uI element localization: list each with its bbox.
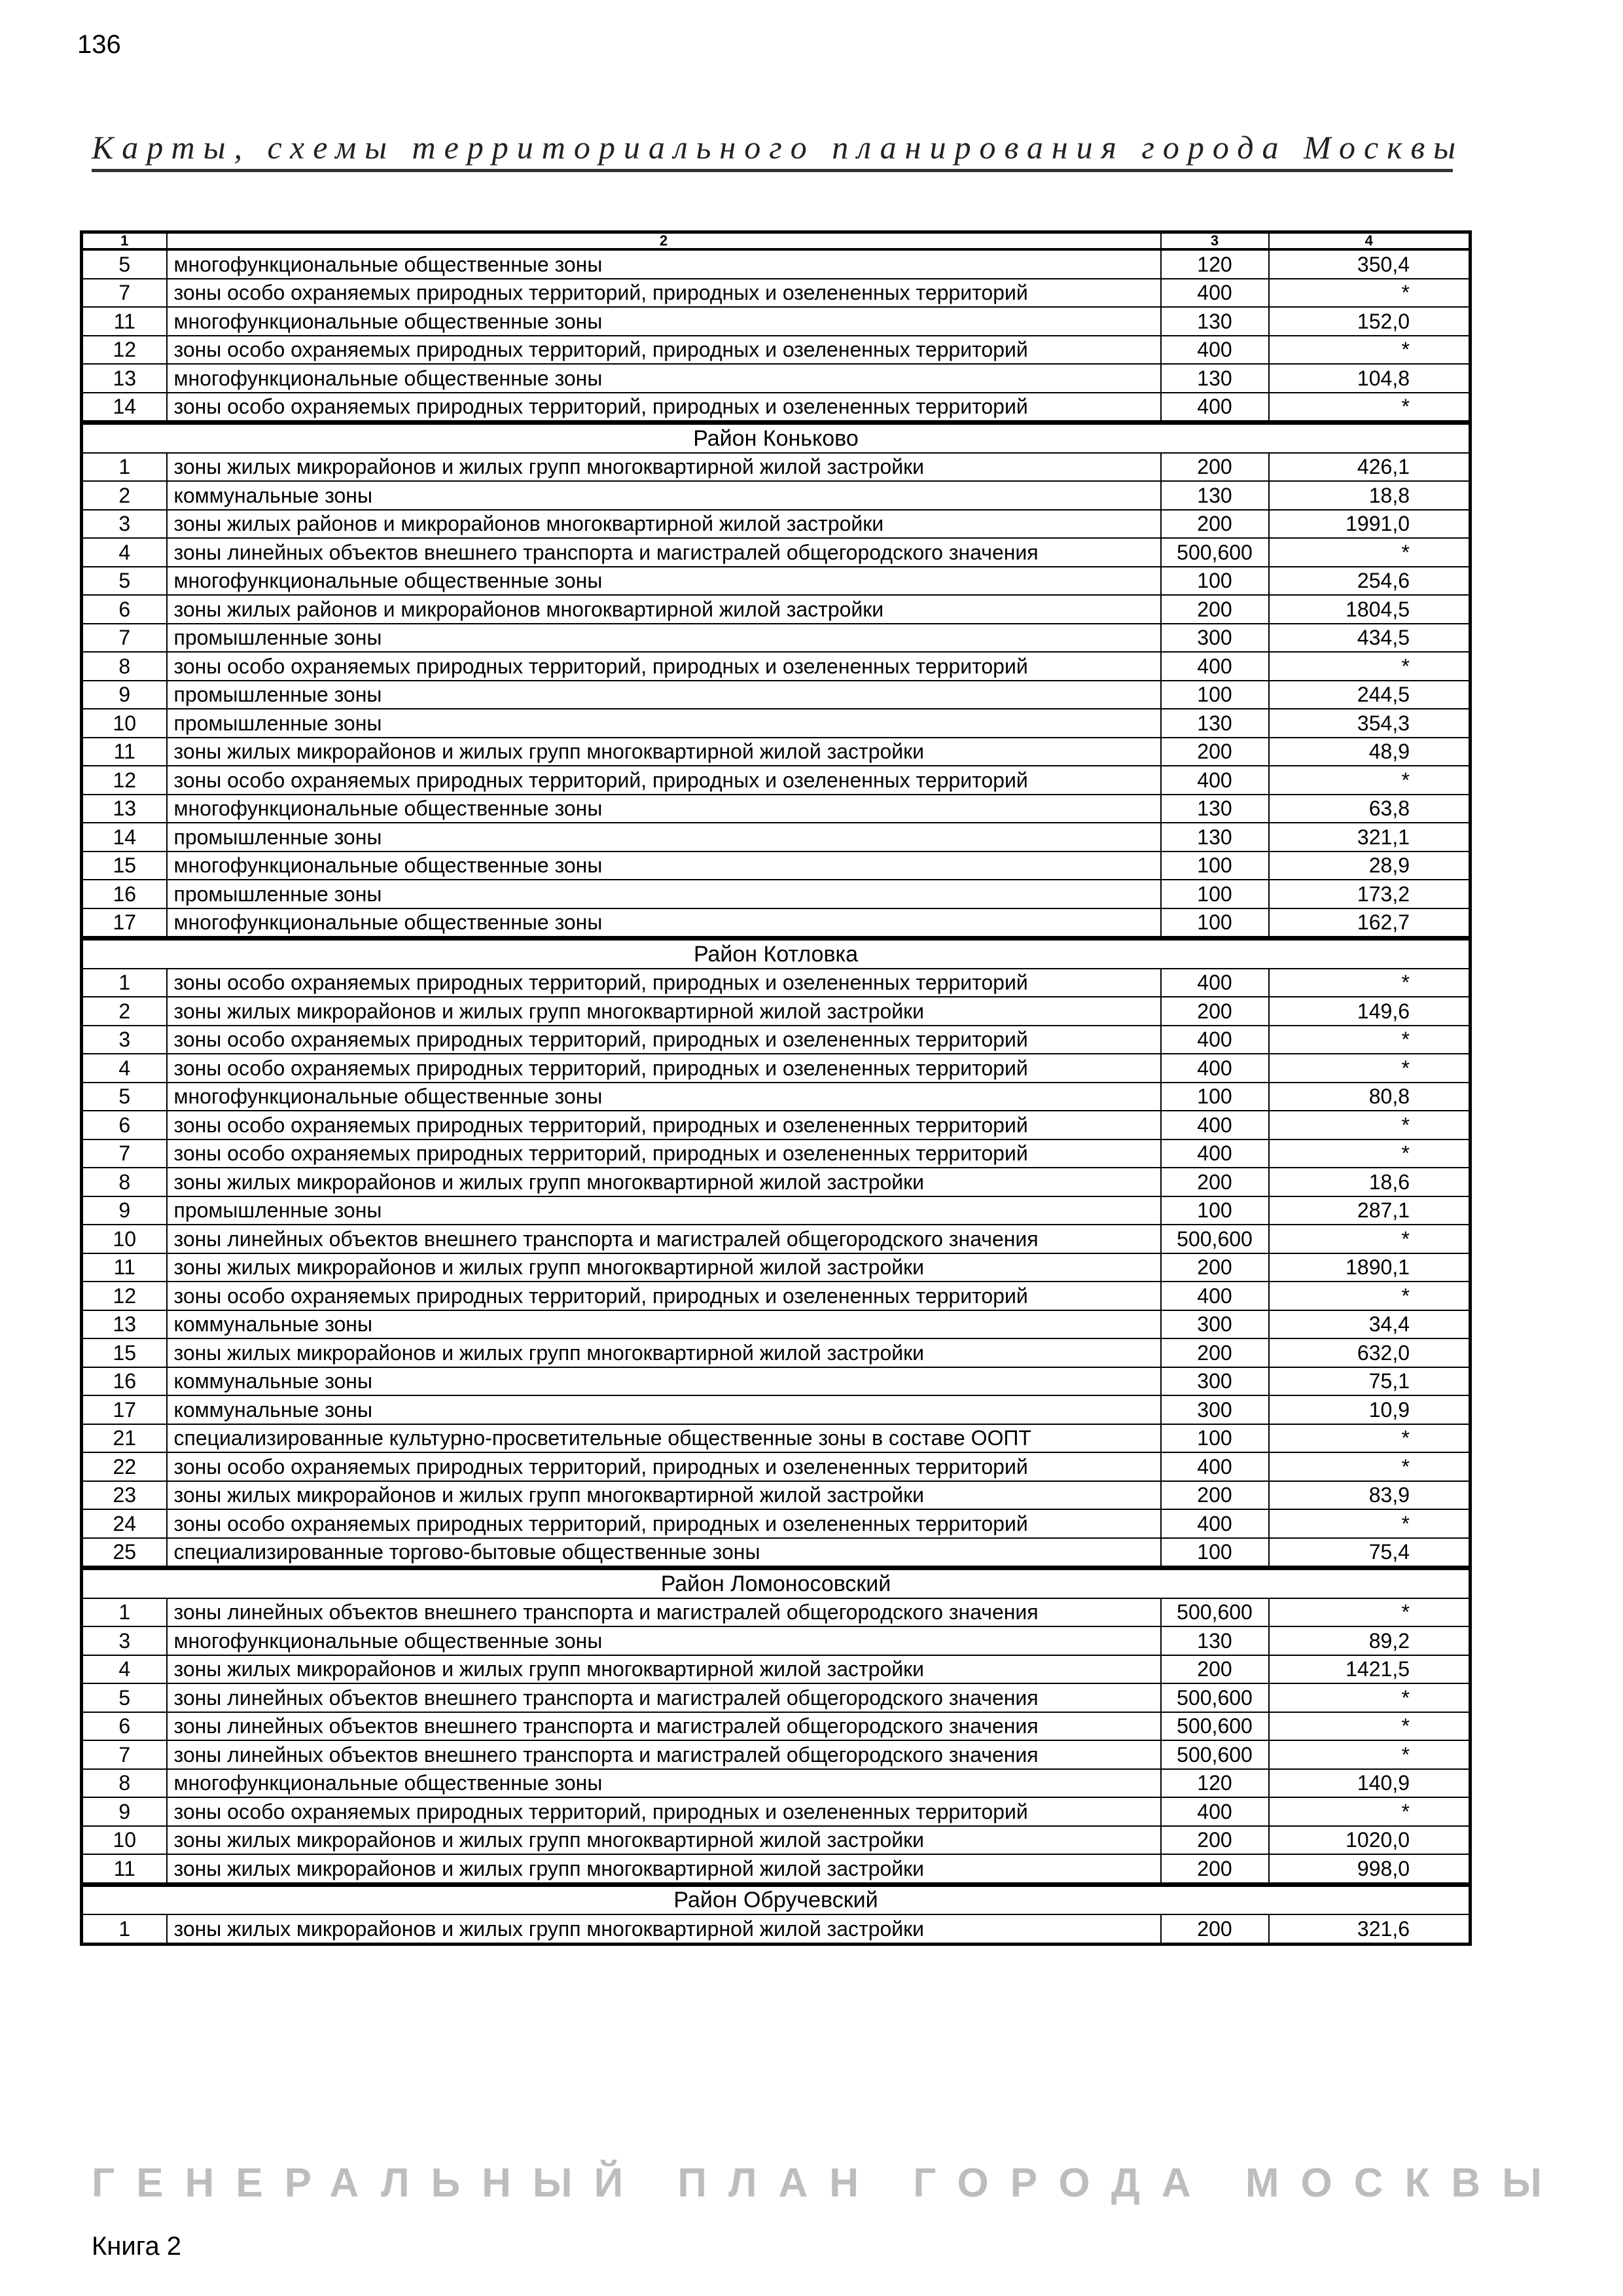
zone-type-cell: зоны особо охраняемых природных территорий, природных и озелененных территорий [167, 1054, 1161, 1083]
table-row [82, 1626, 1471, 1655]
zone-type-cell: зоны линейных объектов внешнего транспорта и магистралей общегородского значения [167, 1225, 1161, 1253]
zone-code-cell: 130 [1161, 364, 1269, 393]
zone-area-cell: * [1269, 1111, 1471, 1139]
zone-code-cell: 100 [1161, 567, 1269, 596]
zone-type-cell: зоны линейных объектов внешнего транспорта и магистралей общегородского значения [167, 1740, 1161, 1769]
zone-code-cell: 500,600 [1161, 1712, 1269, 1741]
zone-code-cell: 100 [1161, 908, 1269, 939]
zone-type-cell: многофункциональные общественные зоны [167, 1626, 1161, 1655]
zone-number-cell: 13 [82, 1310, 167, 1339]
book-label: Книга 2 [92, 2232, 182, 2261]
zone-area-cell: 152,0 [1269, 307, 1471, 336]
zone-number-cell: 14 [82, 823, 167, 852]
zone-type-cell: зоны жилых микрорайонов и жилых групп многоквартирной жилой застройки [167, 1854, 1161, 1884]
zone-type-cell: зоны особо охраняемых природных территорий, природных и озелененных территорий [167, 279, 1161, 308]
zone-number-cell: 8 [82, 1769, 167, 1798]
zone-number-cell: 8 [82, 652, 167, 681]
table-row [82, 1712, 1471, 1741]
zone-code-cell: 200 [1161, 997, 1269, 1026]
zone-type-cell: зоны жилых микрорайонов и жилых групп многоквартирной жилой застройки [167, 453, 1161, 482]
zone-area-cell: 173,2 [1269, 880, 1471, 908]
zone-code-cell: 130 [1161, 823, 1269, 852]
zone-code-cell: 200 [1161, 1253, 1269, 1282]
table-row [82, 681, 1471, 709]
table-row [82, 766, 1471, 795]
table-row [82, 1538, 1471, 1568]
table-row [82, 1253, 1471, 1282]
zone-number-cell: 1 [82, 1598, 167, 1627]
zone-type-cell: коммунальные зоны [167, 1367, 1161, 1396]
zone-code-cell: 200 [1161, 1854, 1269, 1884]
district-heading: Район Ломоносовский [82, 1568, 1471, 1598]
zone-type-cell: коммунальные зоны [167, 1395, 1161, 1424]
zone-area-cell: * [1269, 279, 1471, 308]
zone-type-cell: зоны особо охраняемых природных территорий, природных и озелененных территорий [167, 336, 1161, 365]
table-row [82, 652, 1471, 681]
column-header: 3 [1161, 232, 1269, 250]
zone-area-cell: * [1269, 1740, 1471, 1769]
zone-number-cell: 13 [82, 795, 167, 823]
zone-area-cell: 998,0 [1269, 1854, 1471, 1884]
zone-number-cell: 11 [82, 307, 167, 336]
zone-type-cell: многофункциональные общественные зоны [167, 795, 1161, 823]
zone-area-cell: 18,6 [1269, 1168, 1471, 1196]
zone-code-cell: 300 [1161, 1395, 1269, 1424]
zone-area-cell: 434,5 [1269, 624, 1471, 653]
zone-type-cell: зоны особо охраняемых природных территорий, природных и озелененных территорий [167, 1452, 1161, 1481]
zone-area-cell: 1020,0 [1269, 1826, 1471, 1855]
zone-type-cell: промышленные зоны [167, 1196, 1161, 1225]
table-row [82, 1367, 1471, 1396]
table-row [82, 1083, 1471, 1111]
zone-area-cell: * [1269, 1509, 1471, 1538]
zone-code-cell: 400 [1161, 1026, 1269, 1054]
zone-area-cell: 632,0 [1269, 1338, 1471, 1367]
zone-type-cell: многофункциональные общественные зоны [167, 852, 1161, 880]
zone-type-cell: промышленные зоны [167, 709, 1161, 738]
zone-number-cell: 16 [82, 880, 167, 908]
zone-code-cell: 500,600 [1161, 538, 1269, 567]
zone-code-cell: 130 [1161, 481, 1269, 510]
zone-number-cell: 6 [82, 595, 167, 624]
zone-code-cell: 120 [1161, 1769, 1269, 1798]
zone-area-cell: 426,1 [1269, 453, 1471, 482]
zone-type-cell: промышленные зоны [167, 823, 1161, 852]
zone-area-cell: 75,1 [1269, 1367, 1471, 1396]
page-number: 136 [77, 30, 121, 59]
zone-area-cell: 75,4 [1269, 1538, 1471, 1568]
table-row [82, 908, 1471, 939]
zone-area-cell: 1421,5 [1269, 1655, 1471, 1684]
zone-number-cell: 6 [82, 1111, 167, 1139]
table-row [82, 880, 1471, 908]
zone-type-cell: зоны особо охраняемых природных территорий, природных и озелененных территорий [167, 393, 1161, 423]
column-header: 2 [167, 232, 1161, 250]
zone-area-cell: 1991,0 [1269, 510, 1471, 539]
zone-number-cell: 6 [82, 1712, 167, 1741]
zone-code-cell: 100 [1161, 1083, 1269, 1111]
zone-number-cell: 9 [82, 1797, 167, 1826]
zone-area-cell: 34,4 [1269, 1310, 1471, 1339]
table-row [82, 307, 1471, 336]
zone-area-cell: * [1269, 766, 1471, 795]
table-row [82, 969, 1471, 997]
table-row [82, 709, 1471, 738]
zone-area-cell: 254,6 [1269, 567, 1471, 596]
zone-number-cell: 5 [82, 1083, 167, 1111]
table-row [82, 738, 1471, 766]
table-row [82, 1026, 1471, 1054]
zone-number-cell: 1 [82, 453, 167, 482]
zone-type-cell: многофункциональные общественные зоны [167, 249, 1161, 279]
table-row [82, 1769, 1471, 1798]
zone-type-cell: многофункциональные общественные зоны [167, 567, 1161, 596]
zone-code-cell: 200 [1161, 453, 1269, 482]
zones-table [80, 230, 1472, 1946]
zone-code-cell: 200 [1161, 1481, 1269, 1510]
zone-area-cell: 162,7 [1269, 908, 1471, 939]
zone-type-cell: зоны особо охраняемых природных территорий, природных и озелененных территорий [167, 1026, 1161, 1054]
zone-area-cell: 287,1 [1269, 1196, 1471, 1225]
table-row [82, 997, 1471, 1026]
zone-area-cell: 89,2 [1269, 1626, 1471, 1655]
zone-area-cell: * [1269, 1139, 1471, 1168]
zone-code-cell: 200 [1161, 510, 1269, 539]
table-row [82, 1914, 1471, 1944]
district-heading: Район Коньково [82, 423, 1471, 453]
district-heading: Район Котловка [82, 939, 1471, 969]
table-header-row [82, 232, 1471, 250]
zone-code-cell: 200 [1161, 738, 1269, 766]
zone-area-cell: 83,9 [1269, 1481, 1471, 1510]
zone-number-cell: 8 [82, 1168, 167, 1196]
zone-number-cell: 7 [82, 624, 167, 653]
zone-code-cell: 400 [1161, 279, 1269, 308]
zone-area-cell: * [1269, 1598, 1471, 1627]
zone-number-cell: 4 [82, 1054, 167, 1083]
table-row [82, 823, 1471, 852]
zone-type-cell: зоны жилых микрорайонов и жилых групп многоквартирной жилой застройки [167, 1655, 1161, 1684]
table-row [82, 1481, 1471, 1510]
zone-number-cell: 24 [82, 1509, 167, 1538]
zone-type-cell: зоны линейных объектов внешнего транспорта и магистралей общегородского значения [167, 1598, 1161, 1627]
zone-code-cell: 100 [1161, 1196, 1269, 1225]
table-row [82, 1282, 1471, 1310]
footer-title: ГЕНЕРАЛЬНЫЙ ПЛАН ГОРОДА МОСКВЫ [92, 2161, 1563, 2206]
zone-type-cell: зоны особо охраняемых природных территорий, природных и озелененных территорий [167, 969, 1161, 997]
zone-area-cell: 354,3 [1269, 709, 1471, 738]
zone-type-cell: специализированные культурно-просветительные общественные зоны в составе ООПТ [167, 1424, 1161, 1453]
zone-area-cell: 63,8 [1269, 795, 1471, 823]
table-row [82, 1797, 1471, 1826]
table-row [82, 1509, 1471, 1538]
zone-type-cell: зоны особо охраняемых природных территорий, природных и озелененных территорий [167, 1111, 1161, 1139]
zone-type-cell: зоны особо охраняемых природных территорий, природных и озелененных территорий [167, 1282, 1161, 1310]
column-header: 1 [82, 232, 167, 250]
zone-number-cell: 3 [82, 510, 167, 539]
zone-code-cell: 130 [1161, 709, 1269, 738]
zone-code-cell: 400 [1161, 393, 1269, 423]
table-row [82, 1168, 1471, 1196]
zone-area-cell: * [1269, 1225, 1471, 1253]
zone-number-cell: 3 [82, 1026, 167, 1054]
zone-type-cell: зоны жилых микрорайонов и жилых групп многоквартирной жилой застройки [167, 997, 1161, 1026]
zone-code-cell: 130 [1161, 795, 1269, 823]
zone-code-cell: 400 [1161, 969, 1269, 997]
zone-code-cell: 500,600 [1161, 1598, 1269, 1627]
zone-code-cell: 120 [1161, 249, 1269, 279]
zone-type-cell: зоны жилых микрорайонов и жилых групп многоквартирной жилой застройки [167, 1914, 1161, 1944]
zone-number-cell: 11 [82, 1253, 167, 1282]
table-row [82, 1424, 1471, 1453]
zone-area-cell: 18,8 [1269, 481, 1471, 510]
zone-type-cell: зоны жилых микрорайонов и жилых групп многоквартирной жилой застройки [167, 1338, 1161, 1367]
zone-area-cell: 350,4 [1269, 249, 1471, 279]
zone-area-cell: * [1269, 336, 1471, 365]
zone-code-cell: 500,600 [1161, 1740, 1269, 1769]
zone-number-cell: 17 [82, 908, 167, 939]
zone-area-cell: 1890,1 [1269, 1253, 1471, 1282]
table-row [82, 1452, 1471, 1481]
district-heading: Район Обручевский [82, 1884, 1471, 1914]
zone-code-cell: 400 [1161, 1139, 1269, 1168]
table-row [82, 279, 1471, 308]
zone-type-cell: зоны особо охраняемых природных территорий, природных и озелененных территорий [167, 1797, 1161, 1826]
table-row [82, 1310, 1471, 1339]
zone-area-cell: 1804,5 [1269, 595, 1471, 624]
zone-code-cell: 400 [1161, 1452, 1269, 1481]
zone-number-cell: 10 [82, 1826, 167, 1855]
zone-code-cell: 400 [1161, 1509, 1269, 1538]
zone-number-cell: 5 [82, 249, 167, 279]
zone-area-cell: * [1269, 1424, 1471, 1453]
zone-type-cell: зоны линейных объектов внешнего транспорта и магистралей общегородского значения [167, 1712, 1161, 1741]
zone-code-cell: 300 [1161, 1310, 1269, 1339]
zone-code-cell: 400 [1161, 336, 1269, 365]
zone-code-cell: 100 [1161, 880, 1269, 908]
zone-type-cell: зоны жилых микрорайонов и жилых групп многоквартирной жилой застройки [167, 1168, 1161, 1196]
zone-code-cell: 200 [1161, 595, 1269, 624]
zone-area-cell: 28,9 [1269, 852, 1471, 880]
zone-number-cell: 2 [82, 997, 167, 1026]
zone-type-cell: зоны жилых районов и микрорайонов многоквартирной жилой застройки [167, 510, 1161, 539]
table-row [82, 1598, 1471, 1627]
zone-code-cell: 130 [1161, 1626, 1269, 1655]
zone-area-cell: 10,9 [1269, 1395, 1471, 1424]
table-row [82, 510, 1471, 539]
zone-number-cell: 10 [82, 1225, 167, 1253]
zone-type-cell: коммунальные зоны [167, 1310, 1161, 1339]
zone-code-cell: 200 [1161, 1338, 1269, 1367]
table-row [82, 538, 1471, 567]
zone-code-cell: 400 [1161, 652, 1269, 681]
district-heading-row [82, 1884, 1471, 1914]
zone-type-cell: многофункциональные общественные зоны [167, 364, 1161, 393]
zones-table-body [82, 232, 1471, 1945]
zone-code-cell: 300 [1161, 624, 1269, 653]
zone-number-cell: 11 [82, 1854, 167, 1884]
zone-type-cell: зоны особо охраняемых природных территорий, природных и озелененных территорий [167, 1139, 1161, 1168]
table-row [82, 336, 1471, 365]
zone-area-cell: * [1269, 1712, 1471, 1741]
table-row [82, 1196, 1471, 1225]
zone-code-cell: 500,600 [1161, 1683, 1269, 1712]
table-row [82, 393, 1471, 423]
zone-area-cell: 244,5 [1269, 681, 1471, 709]
zone-area-cell: 140,9 [1269, 1769, 1471, 1798]
zone-type-cell: зоны жилых микрорайонов и жилых групп многоквартирной жилой застройки [167, 1481, 1161, 1510]
zone-code-cell: 130 [1161, 307, 1269, 336]
zone-type-cell: зоны жилых микрорайонов и жилых групп многоквартирной жилой застройки [167, 1826, 1161, 1855]
zone-code-cell: 500,600 [1161, 1225, 1269, 1253]
table-row [82, 1826, 1471, 1855]
zone-type-cell: коммунальные зоны [167, 481, 1161, 510]
table-row [82, 852, 1471, 880]
zone-type-cell: многофункциональные общественные зоны [167, 1769, 1161, 1798]
zone-code-cell: 100 [1161, 852, 1269, 880]
zone-area-cell: 104,8 [1269, 364, 1471, 393]
zone-number-cell: 7 [82, 1139, 167, 1168]
zone-number-cell: 23 [82, 1481, 167, 1510]
zone-number-cell: 1 [82, 1914, 167, 1944]
zone-number-cell: 4 [82, 538, 167, 567]
zone-code-cell: 400 [1161, 766, 1269, 795]
zone-type-cell: зоны особо охраняемых природных территорий, природных и озелененных территорий [167, 652, 1161, 681]
zone-type-cell: многофункциональные общественные зоны [167, 908, 1161, 939]
zone-code-cell: 400 [1161, 1282, 1269, 1310]
zone-type-cell: зоны линейных объектов внешнего транспорта и магистралей общегородского значения [167, 538, 1161, 567]
zone-code-cell: 200 [1161, 1168, 1269, 1196]
zone-area-cell: * [1269, 1452, 1471, 1481]
zone-code-cell: 200 [1161, 1826, 1269, 1855]
zone-area-cell: * [1269, 1026, 1471, 1054]
zone-number-cell: 13 [82, 364, 167, 393]
zone-code-cell: 400 [1161, 1054, 1269, 1083]
zone-code-cell: 400 [1161, 1797, 1269, 1826]
zone-area-cell: * [1269, 538, 1471, 567]
zone-number-cell: 21 [82, 1424, 167, 1453]
table-row [82, 624, 1471, 653]
zone-area-cell: * [1269, 652, 1471, 681]
zone-code-cell: 400 [1161, 1111, 1269, 1139]
zone-number-cell: 25 [82, 1538, 167, 1568]
table-row [82, 1054, 1471, 1083]
table-row [82, 1683, 1471, 1712]
zone-area-cell: 149,6 [1269, 997, 1471, 1026]
district-heading-row [82, 423, 1471, 453]
zone-type-cell: промышленные зоны [167, 624, 1161, 653]
running-header: Карты, схемы территориального планирования города Москвы [92, 129, 1465, 166]
zone-type-cell: зоны особо охраняемых природных территорий, природных и озелененных территорий [167, 1509, 1161, 1538]
zone-area-cell: * [1269, 1683, 1471, 1712]
zone-code-cell: 200 [1161, 1655, 1269, 1684]
zone-number-cell: 14 [82, 393, 167, 423]
zone-code-cell: 100 [1161, 681, 1269, 709]
table-row [82, 1139, 1471, 1168]
zone-number-cell: 7 [82, 1740, 167, 1769]
table-row [82, 249, 1471, 279]
table-row [82, 481, 1471, 510]
table-row [82, 364, 1471, 393]
zone-area-cell: * [1269, 393, 1471, 423]
zone-number-cell: 12 [82, 1282, 167, 1310]
table-row [82, 567, 1471, 596]
zone-code-cell: 100 [1161, 1538, 1269, 1568]
district-heading-row [82, 939, 1471, 969]
zone-type-cell: зоны особо охраняемых природных территорий, природных и озелененных территорий [167, 766, 1161, 795]
zone-type-cell: специализированные торгово-бытовые общественные зоны [167, 1538, 1161, 1568]
column-header: 4 [1269, 232, 1471, 250]
zone-area-cell: * [1269, 969, 1471, 997]
zone-number-cell: 15 [82, 1338, 167, 1367]
zone-number-cell: 12 [82, 766, 167, 795]
zone-type-cell: зоны жилых районов и микрорайонов многоквартирной жилой застройки [167, 595, 1161, 624]
table-row [82, 1740, 1471, 1769]
zone-number-cell: 2 [82, 481, 167, 510]
zone-type-cell: промышленные зоны [167, 880, 1161, 908]
zone-number-cell: 3 [82, 1626, 167, 1655]
zone-number-cell: 22 [82, 1452, 167, 1481]
zone-number-cell: 15 [82, 852, 167, 880]
zone-area-cell: 48,9 [1269, 738, 1471, 766]
table-row [82, 1111, 1471, 1139]
zone-number-cell: 5 [82, 1683, 167, 1712]
zone-area-cell: * [1269, 1054, 1471, 1083]
zone-number-cell: 1 [82, 969, 167, 997]
table-row [82, 1225, 1471, 1253]
zone-number-cell: 10 [82, 709, 167, 738]
zone-number-cell: 5 [82, 567, 167, 596]
header-rule [92, 169, 1453, 172]
zone-type-cell: многофункциональные общественные зоны [167, 307, 1161, 336]
zone-area-cell: * [1269, 1282, 1471, 1310]
table-row [82, 1338, 1471, 1367]
zone-number-cell: 12 [82, 336, 167, 365]
zone-code-cell: 200 [1161, 1914, 1269, 1944]
zone-number-cell: 7 [82, 279, 167, 308]
table-row [82, 453, 1471, 482]
zone-area-cell: * [1269, 1797, 1471, 1826]
district-heading-row [82, 1568, 1471, 1598]
zone-number-cell: 16 [82, 1367, 167, 1396]
zone-area-cell: 80,8 [1269, 1083, 1471, 1111]
zone-area-cell: 321,1 [1269, 823, 1471, 852]
table-row [82, 1395, 1471, 1424]
zone-type-cell: зоны жилых микрорайонов и жилых групп многоквартирной жилой застройки [167, 1253, 1161, 1282]
table-row [82, 1854, 1471, 1884]
zone-number-cell: 17 [82, 1395, 167, 1424]
zone-number-cell: 9 [82, 681, 167, 709]
table-row [82, 595, 1471, 624]
zone-type-cell: зоны линейных объектов внешнего транспорта и магистралей общегородского значения [167, 1683, 1161, 1712]
zone-type-cell: зоны жилых микрорайонов и жилых групп многоквартирной жилой застройки [167, 738, 1161, 766]
table-row [82, 1655, 1471, 1684]
zone-area-cell: 321,6 [1269, 1914, 1471, 1944]
zone-type-cell: промышленные зоны [167, 681, 1161, 709]
zone-code-cell: 100 [1161, 1424, 1269, 1453]
zone-code-cell: 300 [1161, 1367, 1269, 1396]
zone-number-cell: 11 [82, 738, 167, 766]
zone-number-cell: 9 [82, 1196, 167, 1225]
zone-type-cell: многофункциональные общественные зоны [167, 1083, 1161, 1111]
zone-number-cell: 4 [82, 1655, 167, 1684]
table-row [82, 795, 1471, 823]
